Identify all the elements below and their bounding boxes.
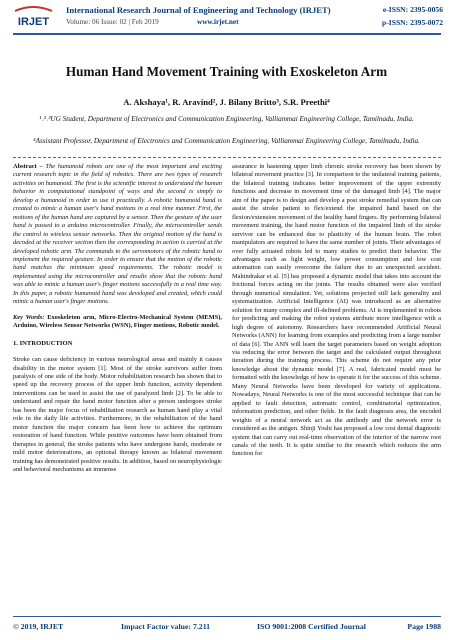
- e-issn: e-ISSN: 2395-0056: [382, 5, 443, 14]
- left-column: [13, 163, 222, 474]
- affiliation-professor: ⁴Assistant Professor, Department of Electronics and Communication Engineering, Valliammai Engineering College, Tamilnadu, India.: [33, 137, 420, 145]
- introduction-heading: 1. INTRODUCTION: [13, 339, 73, 347]
- abstract: [13, 163, 222, 307]
- footer-copyright: © 2019, IRJET: [13, 622, 64, 631]
- footer-impact-factor: Impact Factor value: 7.211: [121, 622, 211, 631]
- keywords: [13, 314, 222, 331]
- keywords-text: Exoskeleton arm, Micro-Electro-Mechanical System (MEMS), Arduino, Wireless Sensor Networks (WSN), Finger motions, Robotic model.: [13, 313, 222, 330]
- right-column-text: assurance in hastening upper limb chronic stroke recovery has been shown by bilateral movement practice [3]. In comparison to the unilateral training patients, the bilateral training indicates better improvement of the upper extremity functions and decrease in movement time of the damaged limb [4]. The major aim of the paper is to design and develop a post stroke remedial system that can assist the stroke patient to flex/extend the impaired hand based on the flexion/extension movement of the healthy hand fingers. By performing bilateral movement training, the hand motor function of the impaired limb of the stroke survivor can be enhanced due to plasticity of the human brain. The robot manipulators are required to have the same number of joints. Their advantages of over fully actuated robots led to many studies to predict their behavior. The advantages such as light weight, low power consumption and low cost automation can easily overcome the failure due to an unexpected accident. Mahindrakar et al. [5] has proposed a dynamic model that takes into account the frictional forces acting on the joints. The results obtained were also verified through numerical simulation. Yet, solutions projected still lack generality and systematization. Artificial Intelligence (AI) was introduced as an alternative solution for many complex and ill-defined problems. AI is implemented in robots for predicting and making the robot systems attribute more intelligence with a high degree of autonomy. Researchers have recommended Artificial Neural Networks (ANN) for learning from examples and predicting from a large number of data [6]. The ANN will learn the target parameters based on weight adoption via reducing the error between the target and the calculated output throughout iteration during the training process. This scheme do not require any prior knowledge about the dynamic model [7]. A real, fabricated model must be formatted with the knowledge of how to operate it for the success of this scheme. Many Neural Networks have been developed for variety of applications. Nowadays, Neural Networks is one of the most successful technique that can be applied to fault detection, automatic control, combinatorial optimization, information prediction, and other fields. In the fault diagnosis area, the encoded weights of a neural network act as the antibody and the network error is considered as the antigen. Shinji Yoshi has proposed a low cost dental diagnostic system that can carry out real-time observation of the interior of the narrow root canals of the teeth. It is quite similar to the research which reduces the arm function for: [232, 163, 441, 458]
- logo-text: IRJET: [17, 16, 50, 28]
- p-issn: p-ISSN: 2395-0072: [382, 18, 443, 27]
- irjet-logo: [13, 5, 54, 30]
- journal-header: [0, 0, 453, 36]
- keywords-label: Key Words:: [13, 313, 45, 321]
- journal-title: International Research Journal of Engineering and Technology (IRJET): [66, 5, 331, 15]
- volume-info: Volume: 06 Issue: 02 | Feb 2019: [66, 18, 159, 26]
- introduction-text: Stroke can cause deficiency in various neurological areas and mainly it causes disability in the motor system [1]. Most of the stroke survivors suffer from paralysis of one side of the body. Motor rehabilitation research has shown that to speed up the recovery process of the upper limb function, activity dependent interventions can be used to assist the use of paralyzed limb [2]. To be able to understand and repair the hand motor function after a person undergoes stroke has been the major focus of rehabilitation research as human hand play a vital role in the daily life activities. Furthermore, in the rehabilitation of the hand motor function the major concern has been how to achieve the optimum restoration of hand function. While positive outcomes have been obtained from therapies in general, the stroke patients who have undergone harsh, moderate or mild motor deteriorations, an optional therapy known as bilateral movement training has demonstrated positive results. In addition, based on neurophysiologic and behavioral mechanisms an immense: [13, 356, 222, 473]
- abstract-label: Abstract –: [13, 163, 43, 170]
- footer-rule: [13, 616, 441, 617]
- section-divider: [13, 157, 441, 158]
- paper-title: Human Hand Movement Training with Exoskeleton Arm: [65, 64, 388, 79]
- header-rule: [13, 33, 441, 35]
- paper-authors: A. Akshaya¹, R. Aravind², J. Bilany Britto³, S.R. Preethi⁴: [123, 97, 330, 107]
- journal-website-link[interactable]: www.irjet.net: [197, 18, 239, 26]
- right-column: [232, 163, 441, 459]
- affiliation-students: ¹˒²˒³UG Student, Department of Electronics and Communication Engineering, Valliammai Engineering College, Tamilnadu, India.: [39, 115, 414, 123]
- footer-iso: ISO 9001:2008 Certified Journal: [257, 622, 366, 631]
- abstract-text: The humanoid robots are one of the most important and exciting current research topic in the field of robotics. There are two types of research activities on humanoid. The first is the scientific interest to understand the human behavior in computational standpoint of ways and the second is simply to develop a humanoid in order to use it practically. A robotic humanoid hand is created to mimic a human user's hand motions in a real time manner. First, the motions of the human hand are captured by a sensor. Then the gesture of the user hand is passed to a arduino microcontroller. Finally, the microcontroller sends the control to wireless sensor networks. Then the original motion of the hand is decoded at the receiver section then the corresponding in action is carried at the developed robotic arm. The commands to the servomotors of the robotic hand to implement the required gesture. In order to ensure that the motion of the robotic hand matches the minimum speed requirements. The robotic model is implemented using the microcontroller and results show that the robotic hand was able to mimic a human user's finger motions successfully in a real time way. In this paper, a robotic humanoid hand was developed and created, which could mimic a human user's finger motions.: [13, 163, 222, 306]
- footer-page-number: Page 1988: [407, 622, 441, 631]
